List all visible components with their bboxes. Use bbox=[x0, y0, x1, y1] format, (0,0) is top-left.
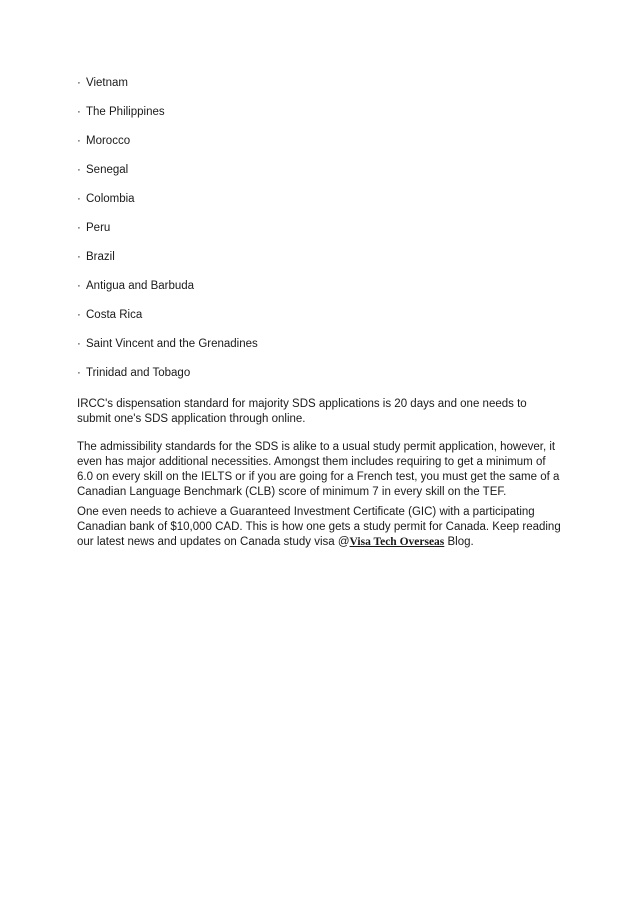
bullet-icon: · bbox=[77, 77, 81, 89]
country-name: Costa Rica bbox=[86, 309, 143, 321]
list-item bbox=[77, 250, 557, 279]
country-name: Senegal bbox=[86, 164, 129, 176]
bullet-icon: · bbox=[77, 193, 81, 205]
list-item bbox=[77, 105, 557, 134]
country-name: Peru bbox=[86, 222, 111, 234]
country-name: Trinidad and Tobago bbox=[86, 367, 191, 379]
gic-paragraph-text: One even needs to achieve a Guaranteed Investment Certificate (GIC) with a participating Canadian bank of $10,000 CAD. This is how one gets a study permit for Canada. Keep reading our latest news and updates on Canada study visa @ bbox=[77, 506, 561, 548]
list-item bbox=[77, 192, 557, 221]
list-item bbox=[77, 279, 557, 308]
bullet-icon: · bbox=[77, 106, 81, 118]
country-name: Antigua and Barbuda bbox=[86, 280, 195, 292]
country-name: Saint Vincent and the Grenadines bbox=[86, 338, 258, 350]
bullet-icon: · bbox=[77, 222, 81, 234]
bullet-icon: · bbox=[77, 338, 81, 350]
list-item bbox=[77, 134, 557, 163]
admissibility-paragraph: The admissibility standards for the SDS is alike to a usual study permit application, however, it even has major additional necessities. Amongst them includes requiring to get a minimum of 6.0 on every skill on the IELTS or if you are going for a French test, you must get the same of a Canadian Language Benchmark (CLB) score of minimum 7 in every skill on the TEF. bbox=[77, 441, 560, 498]
visa-tech-overseas-link[interactable]: Visa Tech Overseas bbox=[349, 536, 445, 548]
gic-paragraph bbox=[77, 505, 561, 550]
country-list bbox=[77, 76, 557, 395]
country-name: Colombia bbox=[86, 193, 135, 205]
processing-time-paragraph: IRCC's dispensation standard for majority SDS applications is 20 days and one needs to submit one's SDS application through online. bbox=[77, 398, 527, 425]
country-name: Brazil bbox=[86, 251, 115, 263]
list-item bbox=[77, 366, 557, 395]
country-name: Vietnam bbox=[86, 77, 128, 89]
bullet-icon: · bbox=[77, 309, 81, 321]
bullet-icon: · bbox=[77, 135, 81, 147]
gic-paragraph-end: Blog. bbox=[444, 536, 474, 548]
bullet-icon: · bbox=[77, 164, 81, 176]
bullet-icon: · bbox=[77, 367, 81, 379]
country-name: Morocco bbox=[86, 135, 131, 147]
bullet-icon: · bbox=[77, 251, 81, 263]
list-item bbox=[77, 163, 557, 192]
list-item bbox=[77, 308, 557, 337]
country-name: The Philippines bbox=[86, 106, 165, 118]
list-item bbox=[77, 76, 557, 105]
list-item bbox=[77, 337, 557, 366]
list-item bbox=[77, 221, 557, 250]
bullet-icon: · bbox=[77, 280, 81, 292]
